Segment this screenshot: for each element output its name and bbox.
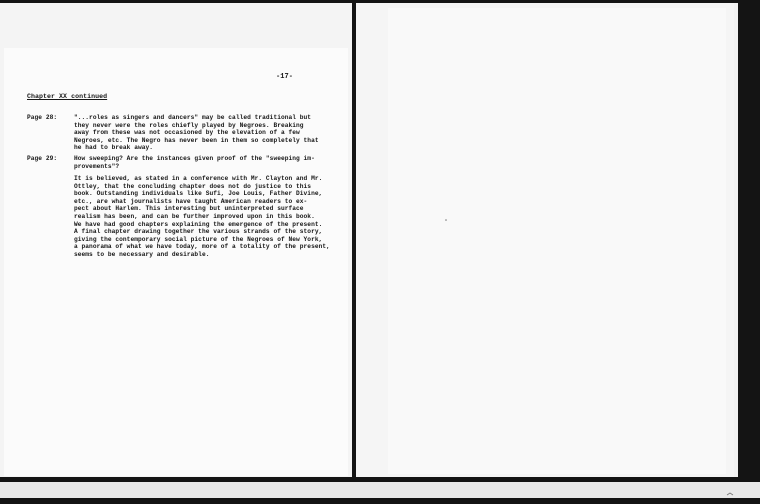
entry-label: Page 28: [27, 114, 58, 121]
page-number: -17- [276, 73, 294, 81]
entry-label: Page 29: [27, 155, 58, 162]
entry-paragraph: How sweeping? Are the instances given proof of the "sweeping im- provements"? [74, 155, 315, 170]
film-speck [727, 493, 733, 495]
entry-paragraph: "...roles as singers and dancers" may be called traditional but they never were the roles chiefly played by Negroes. Breaking away from these was not occasioned by the elevation of a few Negroes, etc. The Negro has never been in them so completely that he had to break away. [74, 114, 319, 152]
entry-paragraph: It is believed, as stated in a conference with Mr. Clayton and Mr. Ottley, that the concluding chapter does not do justice to this book. Outstanding individuals like Sufi, Joe Louis, Father Divine, etc., are what journalists have taught American readers to ex- pect about Harlem. This interesting but uninterpreted surface realism has been, and can be further improved upon in this book. We have had good chapters explaining the emergence of the present. A final chapter drawing together the various strands of the story, giving the contemporary social picture of the Negroes of New York, a panorama of what we have today, more of a totality of the present, seems to be necessary and desirable. [74, 175, 330, 258]
film-speck [445, 219, 447, 221]
chapter-heading: Chapter XX continued [27, 93, 108, 100]
